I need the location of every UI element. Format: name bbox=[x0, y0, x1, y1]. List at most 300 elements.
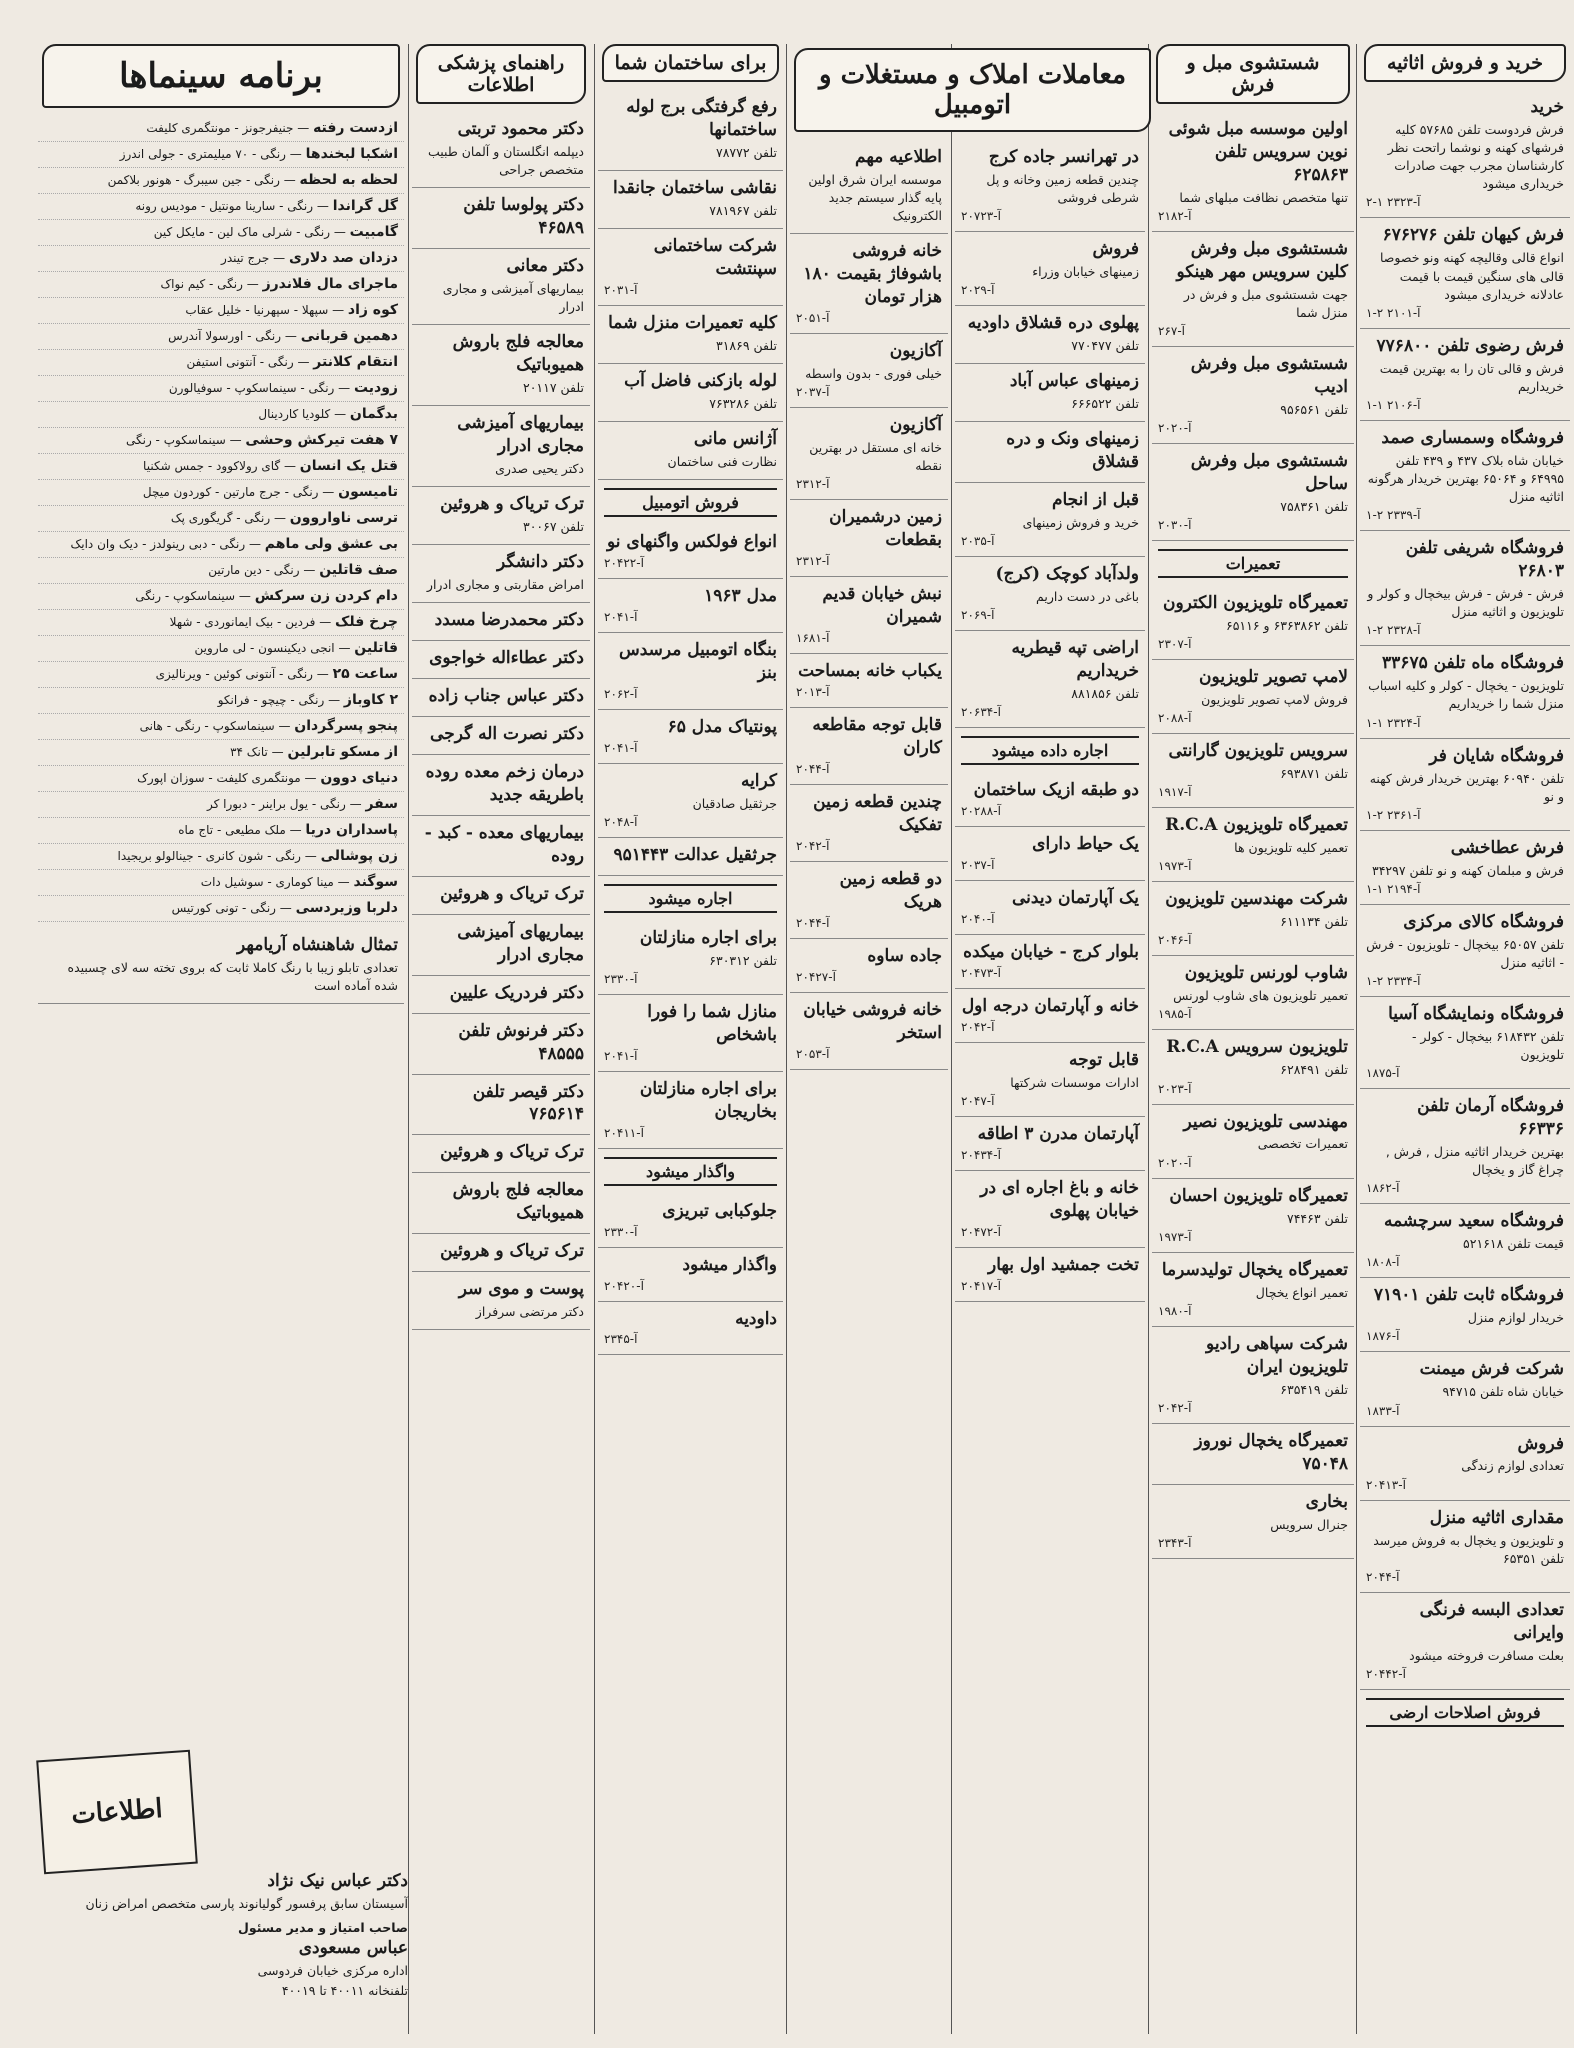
section-header: اجاره داده میشود bbox=[961, 736, 1139, 765]
ad-body: تلفن ۶۲۸۴۹۱ bbox=[1280, 1062, 1348, 1078]
ad-title: جاده ساوه bbox=[867, 945, 942, 966]
classified-ad bbox=[1152, 347, 1354, 444]
film-title: زودیت bbox=[353, 380, 398, 396]
film-cast: رنگی - سارینا مونتیل - مودیس رونه bbox=[135, 199, 314, 213]
column-divider bbox=[408, 44, 409, 2034]
ad-reference-code: آ-۲۰۶۲ bbox=[604, 686, 638, 701]
ad-body: تلفن ۶۱۸۴۳۲ بیخچال - کولر - تلویزیون bbox=[1411, 1028, 1564, 1063]
ad-title: دو طبقه ازیک ساختمان bbox=[973, 780, 1139, 801]
ad-title: فروشگاه کالای مرکزی bbox=[1403, 911, 1564, 932]
film-title: گل گراندا bbox=[332, 198, 398, 214]
ad-reference-code: ۱-۱ آ-۲۳۲۴ bbox=[1366, 715, 1421, 730]
ad-title: دکتر فرنوش تلفن ۴۸۵۵۵ bbox=[458, 1020, 584, 1064]
cinema-header: برنامه سینماها bbox=[42, 44, 400, 108]
ad-reference-code: آ-۲۳۱۲ bbox=[796, 477, 830, 492]
column-cinema-program bbox=[38, 44, 404, 1744]
ad-title: پوست و موی سر bbox=[458, 1279, 584, 1300]
ad-reference-code: آ-۲۰۲۳ bbox=[1158, 1081, 1192, 1096]
film-title: انتقام کلانتر bbox=[313, 354, 398, 370]
film-title: از مسکو تابرلین bbox=[287, 744, 398, 760]
ad-reference-code: آ-۲۰۳۵ bbox=[961, 534, 995, 549]
film-title: دام کردن زن سرکش bbox=[254, 588, 398, 604]
ad-title: فروشگاه سعید سرچشمه bbox=[1383, 1211, 1564, 1232]
ad-reference-code: آ-۲۰۲۹ bbox=[961, 283, 995, 298]
classified-ad bbox=[790, 654, 948, 708]
ad-body: فرش و قالی تان را به بهترین قیمت خریداریم bbox=[1379, 360, 1564, 394]
ad-reference-code: آ-۲۳۴۳ bbox=[1158, 1535, 1192, 1550]
doctor-body: آسیستان سابق پرفسور گولیانوند پارسی متخصص امراض زنان bbox=[85, 1895, 408, 1911]
ad-reference-code: آ-۲۰۲۸۸ bbox=[961, 804, 1001, 819]
ad-title: داودیه bbox=[735, 1308, 777, 1329]
ad-body: تلفن ۷۴۴۶۳ bbox=[1286, 1210, 1348, 1226]
film-cast: انجی دیکینسون - لی ماروین bbox=[194, 641, 335, 655]
ad-title: دو قطعه زمین هریک bbox=[839, 868, 942, 912]
ad-reference-code: آ-۲۰۴۳۴ bbox=[961, 1148, 1001, 1163]
ad-reference-code: آ-۲۰۴۸ bbox=[604, 814, 638, 829]
film-cast: جرج تیندر bbox=[221, 251, 270, 265]
film-cast: رنگی - جرج مارتین - کوردون میچل bbox=[142, 485, 319, 499]
ad-title: مدل ۱۹۶۳ bbox=[704, 586, 777, 607]
cinema-listing: سفر — رنگی - یول براینر - دبورا کر bbox=[38, 792, 404, 818]
classified-ad bbox=[598, 525, 783, 579]
ad-body: تعمیرات تخصصی bbox=[1257, 1136, 1348, 1152]
owner-title: صاحب امتیاز و مدیر مسئول bbox=[238, 1920, 408, 1936]
classified-ad bbox=[790, 500, 948, 577]
ad-reference-code: آ-۱۸۰۸ bbox=[1366, 1255, 1400, 1270]
classified-ad bbox=[412, 1272, 590, 1330]
ad-reference-code: آ-۲۳۳۰ bbox=[604, 971, 638, 986]
classified-ad bbox=[955, 881, 1145, 935]
ad-reference-code: آ-۲۰۴۱ bbox=[604, 610, 638, 624]
ad-body: فرش و مبلمان کهنه و نو تلفن ۳۴۲۹۷ bbox=[1372, 862, 1564, 878]
classified-ad bbox=[790, 939, 948, 993]
ad-title: سرویس تلویزیون گارانتی bbox=[1168, 741, 1348, 762]
classified-ad bbox=[412, 816, 590, 877]
section-header: اجاره میشود bbox=[604, 884, 777, 913]
classified-ad bbox=[790, 408, 948, 500]
film-cast: رنگی - آنتونی کوئین - ویرنالیزی bbox=[155, 667, 313, 681]
classified-ad bbox=[1360, 218, 1570, 328]
classified-ad bbox=[1360, 1204, 1570, 1278]
ad-title: فروش bbox=[1092, 239, 1139, 260]
ad-body: تلفن ۶۵۰۵۷ بیخچال - تلویزیون - فرش - اثاثیه منزل bbox=[1366, 936, 1564, 970]
ad-title: شاوب لورنس تلویزیون bbox=[1184, 963, 1348, 984]
ad-title: فرش رضوی تلفن ۷۷۶۸۰۰ bbox=[1376, 335, 1564, 356]
film-title: ۲ کاوباز bbox=[343, 692, 398, 708]
ad-reference-code: آ-۲۰۴۷۲ bbox=[961, 1224, 1001, 1239]
classified-ad bbox=[1360, 1427, 1570, 1501]
ad-title: شرکت سپاهی رادیو تلویزیون ایران bbox=[1206, 1333, 1348, 1377]
ad-reference-code: آ-۲۰۸۸ bbox=[1158, 711, 1192, 726]
column-medical-guide bbox=[412, 44, 590, 2034]
ad-reference-code: آ-۲۰۴۰ bbox=[961, 912, 995, 927]
classified-ad bbox=[955, 631, 1145, 728]
film-title: ازدست رفته bbox=[313, 120, 398, 136]
film-title: اشکبا لبخندها bbox=[305, 146, 398, 162]
ad-body: تلفن ۶۳۶۳۸۶۲ و ۶۵۱۱۶ bbox=[1226, 618, 1348, 633]
section-header: فروش اتومبیل bbox=[604, 488, 777, 517]
column-building-cars bbox=[598, 44, 783, 2034]
section-header: واگذار میشود bbox=[604, 1157, 777, 1186]
classified-ad bbox=[412, 249, 590, 325]
ad-body: تلفن ۳۱۸۶۹ bbox=[715, 337, 777, 353]
classified-ad bbox=[598, 1302, 783, 1356]
ad-reference-code: ۱-۲ آ-۲۳۶۱ bbox=[1366, 807, 1421, 822]
film-title: چرخ فلک bbox=[335, 614, 398, 630]
ad-title: فرش کیهان تلفن ۶۷۶۲۷۶ bbox=[1382, 225, 1564, 246]
column-divider bbox=[1356, 44, 1357, 2034]
film-cast: رنگی - جین سیبرگ - هونور بلاکمن bbox=[107, 173, 280, 187]
ad-title: چندین قطعه زمین تفکیک bbox=[813, 791, 942, 835]
ad-title: ولدآباد کوچک (کرج) bbox=[995, 564, 1139, 585]
ad-title: بلوار کرج - خیابان میکده bbox=[963, 942, 1139, 963]
ad-reference-code: آ-۲۶۷ bbox=[1158, 324, 1186, 339]
column-divider bbox=[594, 44, 595, 2034]
ad-body: فروش لامپ تصویر تلویزیون bbox=[1201, 692, 1348, 708]
ad-title: دکتر دانشگر bbox=[496, 552, 584, 573]
ad-body: تلفن ۷۶۳۲۸۶ bbox=[709, 395, 777, 411]
ad-title: زمینهای عباس آباد bbox=[1009, 371, 1139, 392]
cinema-listing: ۲ کاوباز — رنگی - چیچو - فرانکو bbox=[38, 688, 404, 714]
column-cleaning-repairs bbox=[1152, 44, 1354, 2034]
ad-title: یک حیاط دارای bbox=[1032, 834, 1139, 855]
classified-ad bbox=[1152, 660, 1354, 734]
ad-reference-code: آ-۲۰۴۲۰ bbox=[604, 1278, 644, 1293]
ad-reference-code: آ-۲۰۱۳ bbox=[796, 685, 830, 700]
classified-ad bbox=[1360, 1501, 1570, 1593]
ad-reference-code: آ-۲۰۴۲ bbox=[1158, 1400, 1192, 1415]
column-header: راهنمای پزشکی اطلاعات bbox=[416, 44, 586, 104]
ad-body: تنها متخصص نظافت مبلهای شما bbox=[1179, 189, 1348, 205]
ad-title: فروشگاه آرمان تلفن ۶۶۳۳۶ bbox=[1417, 1096, 1564, 1140]
classified-ad bbox=[955, 306, 1145, 364]
ad-title: آژانس مانی bbox=[693, 429, 777, 450]
classified-ad bbox=[955, 1117, 1145, 1171]
film-title: زن پوشالی bbox=[320, 848, 398, 864]
cinema-listing: دام کردن زن سرکش — سینماسکوپ - رنگی bbox=[38, 584, 404, 610]
film-title: دزدان صد دلاری bbox=[288, 250, 398, 266]
ad-title: یک آپارتمان دیدنی bbox=[1012, 888, 1139, 909]
ad-reference-code: آ-۲۰۳۰ bbox=[1158, 518, 1192, 533]
film-cast: مینا کوماری - سوشیل دات bbox=[200, 875, 334, 889]
ad-title: کرایه bbox=[740, 770, 777, 791]
classified-ad bbox=[598, 633, 783, 710]
classified-ad bbox=[1360, 329, 1570, 421]
ad-reference-code: آ-۲۰۴۱۳ bbox=[1366, 1477, 1406, 1492]
ad-title: مهندسی تلویزیون نصیر bbox=[1183, 1111, 1348, 1132]
ad-reference-code: آ-۲۰۴۲ bbox=[796, 838, 830, 853]
classified-ad bbox=[1152, 808, 1354, 882]
ad-title: پونتیاک مدل ۶۵ bbox=[667, 716, 777, 737]
classified-ad bbox=[1152, 1253, 1354, 1327]
classified-ad bbox=[1360, 1593, 1570, 1690]
ad-title: بخاری bbox=[1305, 1491, 1348, 1512]
classified-ad bbox=[1152, 1327, 1354, 1424]
ad-body: خریدار لوازم منزل bbox=[1467, 1310, 1564, 1326]
classified-ad bbox=[1152, 1485, 1354, 1559]
ad-body: جنرال سرویس bbox=[1270, 1516, 1348, 1532]
ad-title: آپارتمان مدرن ۳ اطاقه bbox=[977, 1124, 1139, 1145]
classified-ad bbox=[1360, 421, 1570, 531]
ad-title: آکازیون bbox=[889, 415, 942, 436]
ad-body: تلفن ۲۰۱۱۷ bbox=[522, 380, 584, 396]
film-title: پاسداران دریا bbox=[305, 822, 398, 838]
film-cast: رنگی - گریگوری پک bbox=[170, 511, 271, 525]
film-cast: کلودیا کاردینال bbox=[258, 407, 331, 421]
ad-body: خانه ای مستقل در بهترین نقطه bbox=[809, 440, 942, 474]
classified-ad bbox=[412, 755, 590, 816]
ad-title: تلویزیون سرویس R.C.A bbox=[1166, 1037, 1348, 1058]
film-title: قتل یک انسان bbox=[299, 458, 398, 474]
film-cast: رنگی - کیم نواک bbox=[160, 277, 243, 291]
ad-reference-code: آ-۱۶۸۱ bbox=[796, 631, 830, 646]
film-cast: رنگی - ۷۰ میلیمتری - جولی اندرز bbox=[119, 147, 286, 161]
ad-reference-code: آ-۲۰۳۷ bbox=[796, 385, 830, 400]
film-cast: گای رولاکوود - جمس شکنیا bbox=[143, 459, 281, 473]
film-cast: جنیفرجونز - مونتگمری کلیفت bbox=[146, 121, 294, 135]
ad-body: تلفن ۶۹۳۸۷۱ bbox=[1280, 766, 1348, 782]
ad-title: یکباب خانه بمساحت bbox=[798, 661, 942, 682]
cinema-listing: پنجو پسرگردان — سینماسکوپ - رنگی - هانی bbox=[38, 714, 404, 740]
classified-ad bbox=[412, 112, 590, 188]
ad-body: تعمیر تلویزیون های شاوب لورنس bbox=[1173, 988, 1348, 1004]
film-title: دهمین قربانی bbox=[300, 328, 398, 344]
classified-ad bbox=[598, 364, 783, 422]
ad-title: منازل شما را فورا باشخاص bbox=[647, 1001, 777, 1045]
classified-ad bbox=[790, 234, 948, 334]
classified-ad bbox=[598, 764, 783, 838]
cinema-listing: ۷ هفت تیرکش وحشی — سینماسکوپ - رنگی bbox=[38, 428, 404, 454]
film-cast: رنگی - چیچو - فرانکو bbox=[217, 693, 325, 707]
ad-body: بهترین خریدار اثاثیه منزل , فرش , چراغ گاز و یخچال bbox=[1385, 1144, 1564, 1178]
film-title: تامیسون bbox=[338, 484, 398, 500]
ad-body: بعلت مسافرت فروخته میشود bbox=[1409, 1647, 1564, 1663]
film-title: دنیای دوون bbox=[320, 770, 398, 786]
ad-reference-code: آ-۱۹۸۰ bbox=[1158, 1303, 1192, 1318]
classified-ad bbox=[790, 785, 948, 862]
cinema-listing: ساعت ۲۵ — رنگی - آنتونی کوئین - ویرنالیزی bbox=[38, 662, 404, 688]
ad-title: معالجه فلج باروش همیوباتیک bbox=[452, 332, 584, 376]
ad-reference-code: آ-۲۰۴۴ bbox=[796, 915, 830, 930]
ad-title: خانه و آپارتمان درجه اول bbox=[961, 996, 1139, 1017]
ad-title: قابل توجه bbox=[1069, 1050, 1139, 1071]
ad-title: تعمیرگاه یخچال تولیدسرما bbox=[1161, 1259, 1348, 1280]
ad-title: فرش عطاخشی bbox=[1450, 837, 1564, 858]
cinema-listing: دنیای دوون — مونتگمری کلیفت - سوزان اپورک bbox=[38, 766, 404, 792]
cinema-listing: ترسی ناواروون — رنگی - گریگوری پک bbox=[38, 506, 404, 532]
ad-title: بیماریهای آمیزشی مجاری ادرار bbox=[457, 413, 584, 457]
section-header: تعمیرات bbox=[1158, 549, 1348, 578]
classified-ad bbox=[598, 710, 783, 764]
film-cast: سینماسکوپ - رنگی bbox=[125, 433, 226, 447]
ad-title: دکتر پولوسا تلفن ۴۶۵۸۹ bbox=[463, 195, 584, 239]
classified-ad bbox=[955, 773, 1145, 827]
classified-ad bbox=[598, 1072, 783, 1149]
ad-reference-code: آ-۲۰۴۲ bbox=[961, 1020, 995, 1035]
classified-ad bbox=[1152, 1424, 1354, 1485]
ad-body: تعدادی لوازم زندگی bbox=[1461, 1458, 1564, 1474]
ad-body: فرش - فرش - فرش بیخچال و کولر و تلویزیون و اثاثیه منزل bbox=[1367, 586, 1564, 620]
classified-ad bbox=[412, 1234, 590, 1272]
classified-ad bbox=[1360, 1278, 1570, 1352]
ad-body: خیابان شاه تلفن ۹۴۷۱۵ bbox=[1442, 1384, 1564, 1400]
ad-title: مقداری اثاثیه منزل bbox=[1429, 1507, 1564, 1528]
film-cast: سینماسکوپ - رنگی bbox=[135, 589, 236, 603]
newspaper-logo-stamp: اطلاعات bbox=[36, 1750, 198, 1874]
ad-title: رفع گرفتگی برج لوله ساختمانها bbox=[626, 97, 777, 140]
cinema-listing: گل گراندا — رنگی - سارینا مونتیل - مودیس رونه bbox=[38, 194, 404, 220]
column-divider bbox=[951, 44, 952, 2034]
address: اداره مرکزی خیابان فردوسی bbox=[257, 1963, 408, 1979]
ad-body: خرید و فروش زمینهای bbox=[1022, 515, 1139, 531]
classified-ad bbox=[1360, 739, 1570, 831]
ad-reference-code: آ-۲۰۴۲۷ bbox=[796, 969, 836, 984]
classified-ad bbox=[412, 188, 590, 249]
ad-reference-code: آ-۱۹۷۳ bbox=[1158, 859, 1192, 874]
phone: تلفنخانه ۴۰۰۱۱ تا ۴۰۰۱۹ bbox=[281, 1983, 408, 1999]
ad-title: جرثقیل عدالت ۹۵۱۴۴۳ bbox=[613, 844, 777, 865]
ad-title: شستشوی مبل وفرش ساحل bbox=[1190, 451, 1348, 494]
classified-ad bbox=[412, 915, 590, 976]
ad-reference-code: آ-۲۳۴۵ bbox=[604, 1332, 638, 1347]
ad-reference-code: ۱-۲ آ-۲۳۳۴ bbox=[1366, 974, 1421, 988]
ad-body: تلفن ۶۱۱۱۳۴ bbox=[1280, 914, 1348, 930]
classified-ad bbox=[412, 406, 590, 487]
ad-body: موسسه ایران شرق اولین پایه گذار سیستم جدید الکترونیک bbox=[808, 171, 942, 224]
column-divider bbox=[786, 44, 787, 2034]
ad-title: دکتر فردریک علیین bbox=[449, 982, 584, 1003]
ad-body: تلفن ۶۳۵۴۱۹ bbox=[1280, 1381, 1348, 1397]
film-cast: رنگی - آنتونی استیفن bbox=[186, 355, 294, 369]
ad-reference-code: آ-۲۰۴۴۲ bbox=[1366, 1666, 1406, 1681]
ad-title: آکازیون bbox=[889, 341, 942, 362]
notice-title: تمثال شاهنشاه آریامهر bbox=[237, 935, 398, 955]
column-header: برای ساختمان شما bbox=[602, 44, 779, 82]
classified-ad bbox=[598, 579, 783, 633]
notice-body: تعدادی تابلو زیبا با رنگ کاملا ثابت که بروی تخته سه لای چسبیده شده آماده است bbox=[67, 959, 398, 994]
classified-ad bbox=[1360, 1352, 1570, 1426]
ad-title: زمین درشمیران بقطعات bbox=[829, 507, 942, 551]
ad-body: نظارت فنی ساختمان bbox=[667, 454, 777, 469]
ad-title: قبل از انجام bbox=[1051, 490, 1139, 511]
classified-ad bbox=[955, 935, 1145, 989]
classified-ad bbox=[412, 603, 590, 641]
cinema-listing: قتل یک انسان — گای رولاکوود - جمس شکنیا bbox=[38, 454, 404, 480]
ad-reference-code: آ-۲۰۴۱۱ bbox=[604, 1125, 644, 1140]
classified-ad bbox=[598, 90, 783, 171]
ad-body: تعمیر کلیه تلویزیون ها bbox=[1234, 840, 1348, 856]
film-cast: سپهلا - سپهرنیا - خلیل عقاب bbox=[185, 303, 329, 317]
film-title: بی عشق ولی ماهم bbox=[264, 536, 398, 552]
ad-title: در تهرانسر جاده کرج bbox=[988, 147, 1139, 167]
ad-title: خانه و باغ اجاره ای در خیابان پهلوی bbox=[980, 1178, 1139, 1221]
ad-reference-code: آ-۲۰۵۳ bbox=[796, 1046, 830, 1061]
real-estate-header: معاملات املاک و مستغلات و اتومبیل bbox=[794, 48, 1151, 132]
classified-ad bbox=[598, 422, 783, 480]
cinema-listing: چرخ فلک — فردین - بیک ایمانوردی - شهلا bbox=[38, 610, 404, 636]
classified-ad bbox=[598, 921, 783, 995]
ad-reference-code: آ-۲۰۴۲۲ bbox=[604, 556, 644, 571]
ad-body: چندین قطعه زمین وخانه و پل شرطی فروشی bbox=[986, 171, 1139, 206]
cinema-listing: گامبیت — رنگی - شرلی ماک لین - مایکل کین bbox=[38, 220, 404, 246]
classified-ad bbox=[955, 1248, 1145, 1302]
film-cast: رنگی - اورسولا آندرس bbox=[168, 329, 282, 343]
ad-body: ادارات موسسات شرکتها bbox=[1010, 1075, 1139, 1090]
classified-ad bbox=[598, 838, 783, 876]
column-real-estate-b bbox=[790, 140, 948, 2034]
ad-title: معالجه فلج باروش همیوباتیک bbox=[452, 1180, 584, 1224]
ad-body: تلفن ۳۰۰۶۷ bbox=[522, 519, 584, 535]
cinema-listing: ماجرای مال فلاندرز — رنگی - کیم نواک bbox=[38, 272, 404, 298]
ad-reference-code: آ-۲۰۴۱۷ bbox=[961, 1278, 1001, 1293]
cinema-listing: ازدست رفته — جنیفرجونز - مونتگمری کلیفت bbox=[38, 116, 404, 142]
ad-reference-code: آ-۲۰۶۳۴ bbox=[961, 705, 1001, 720]
ad-title: ترک تریاک و هروئین bbox=[440, 1142, 584, 1163]
cinema-listing: انتقام کلانتر — رنگی - آنتونی استیفن bbox=[38, 350, 404, 376]
classified-ad bbox=[1152, 734, 1354, 808]
cinema-listing: کوه زاد — سپهلا - سپهرنیا - خلیل عقاب bbox=[38, 298, 404, 324]
classified-ad bbox=[1152, 232, 1354, 347]
film-title: سفر bbox=[365, 796, 398, 812]
cinema-listing: تامیسون — رنگی - جرج مارتین - کوردون میچل bbox=[38, 480, 404, 506]
ad-body: دیپلمه انگلستان و آلمان طبیب متخصص جراحی bbox=[428, 143, 584, 178]
ad-title: فروشگاه شریفی تلفن ۲۶۸۰۳ bbox=[1405, 538, 1564, 582]
column-header: شستشوی مبل و فرش bbox=[1156, 44, 1350, 104]
classified-ad bbox=[955, 232, 1145, 306]
film-title: کوه زاد bbox=[347, 302, 398, 318]
column-real-estate-a bbox=[955, 140, 1145, 2034]
film-cast: تانک ۳۴ bbox=[230, 745, 268, 759]
ad-title: تعمیرگاه تلویزیون R.C.A bbox=[1165, 815, 1348, 836]
classified-ad bbox=[1152, 112, 1354, 232]
classified-ad bbox=[412, 325, 590, 406]
classified-ad bbox=[955, 989, 1145, 1043]
cinema-listing: صف قاتلین — رنگی - دین مارتین bbox=[38, 558, 404, 584]
classified-ad bbox=[412, 976, 590, 1014]
film-title: قاتلین bbox=[354, 640, 398, 656]
ad-reference-code: آ-۲۰۴۴ bbox=[796, 761, 830, 776]
film-title: ۷ هفت تیرکش وحشی bbox=[245, 432, 398, 448]
film-title: لحظه به لحظه bbox=[299, 172, 398, 188]
ad-title: دکتر عطاءاله خواجوی bbox=[429, 648, 584, 669]
ad-title: شستشوی مبل وفرش کلین سرویس مهر هینکو bbox=[1176, 238, 1348, 282]
classified-ad bbox=[598, 229, 783, 306]
classified-ad bbox=[1152, 1105, 1354, 1179]
film-cast: مونتگمری کلیفت - سوزان اپورک bbox=[137, 771, 301, 785]
ad-title: شرکت مهندسین تلویزیون bbox=[1165, 889, 1348, 910]
ad-reference-code: آ-۱۹۱۷ bbox=[1158, 785, 1192, 800]
ad-title: لوله بازکنی فاضل آب bbox=[624, 371, 777, 391]
cinema-listing: دهمین قربانی — رنگی - اورسولا آندرس bbox=[38, 324, 404, 350]
ad-title: شرکت فرش میمنت bbox=[1419, 1359, 1564, 1380]
ad-title: فروش bbox=[1517, 1433, 1564, 1454]
classified-ad bbox=[790, 140, 948, 234]
ad-title: تعمیرگاه یخچال نوروز ۷۵۰۴۸ bbox=[1194, 1430, 1348, 1474]
classified-ad bbox=[412, 487, 590, 545]
classified-ad bbox=[1360, 997, 1570, 1089]
publisher-footer bbox=[38, 1870, 408, 2030]
ad-reference-code: آ-۲۳۳۰ bbox=[604, 1224, 638, 1239]
film-title: ماجرای مال فلاندرز bbox=[262, 276, 398, 292]
ad-title: اراضی تپه قیطریه خریداریم bbox=[1011, 638, 1139, 682]
classified-ad bbox=[790, 577, 948, 654]
ad-title: فروشگاه شایان فر bbox=[1429, 745, 1564, 766]
ad-body: جهت شستشوی مبل و فرش در منزل شما bbox=[1183, 286, 1348, 320]
ad-body: تعمیر انواع یخچال bbox=[1255, 1284, 1348, 1300]
classified-ad bbox=[598, 171, 783, 229]
ad-title: ترک تریاک و هروئین bbox=[440, 1241, 584, 1262]
classified-ad bbox=[1360, 646, 1570, 738]
